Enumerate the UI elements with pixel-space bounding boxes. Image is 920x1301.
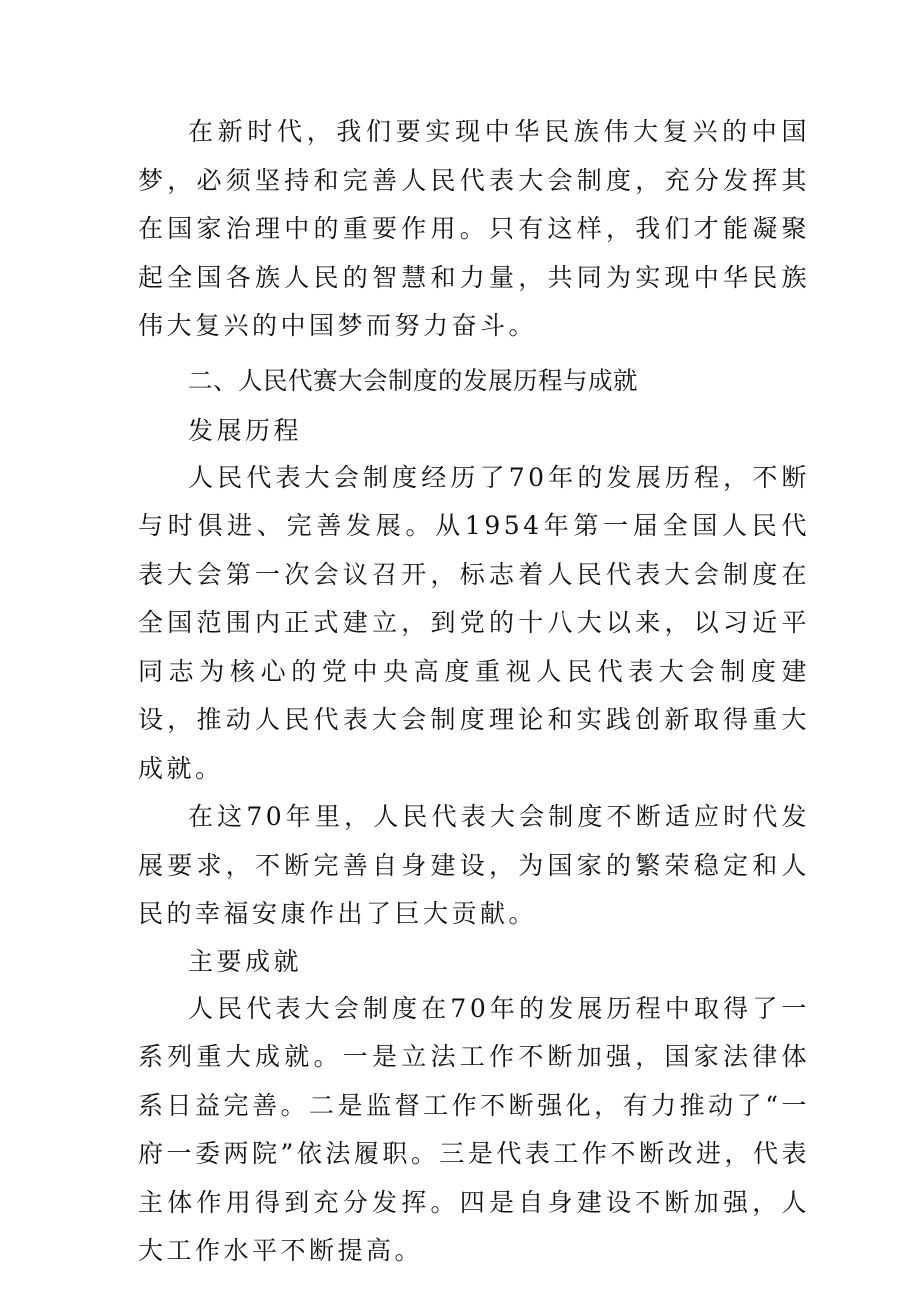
paragraph-new-era: 在新时代，我们要实现中华民族伟大复兴的中国梦，必须坚持和完善人民代表大会制度，充分发挥其在国家治理中的重要作用。只有这样，我们才能凝聚起全国各族人民的智慧和力量，共同为实现中华民族伟大复兴的中国梦而努力奋斗。	[138, 117, 810, 340]
subheading-main-achievements: 主要成就	[188, 946, 303, 976]
paragraph-seventy-years: 在这70年里，人民代表大会制度不断适应时代发展要求，不断完善自身建设，为国家的繁荣稳定和人民的幸福安康作出了巨大贡献。	[138, 802, 810, 928]
section-heading-development: 二、人民代赛大会制度的发展历程与成就	[188, 365, 638, 395]
document-body	[138, 108, 810, 1276]
subheading-development-history: 发展历程	[188, 415, 303, 445]
paragraph-achievements: 人民代表大会制度在70年的发展历程中取得了一系列重大成就。一是立法工作不断加强，国家法律体系日益完善。二是监督工作不断强化，有力推动了“一府一委两院”依法履职。三是代表工作不断改进，代表主体作用得到充分发挥。四是自身建设不断加强，人大工作水平不断提高。	[138, 993, 810, 1265]
paragraph-history: 人民代表大会制度经历了70年的发展历程，不断与时俱进、完善发展。从1954年第一届全国人民代表大会第一次会议召开，标志着人民代表大会制度在全国范围内正式建立，到党的十八大以来，以习近平同志为核心的党中央高度重视人民代表大会制度建设，推动人民代表大会制度理论和实践创新取得重大成就。	[138, 462, 810, 783]
